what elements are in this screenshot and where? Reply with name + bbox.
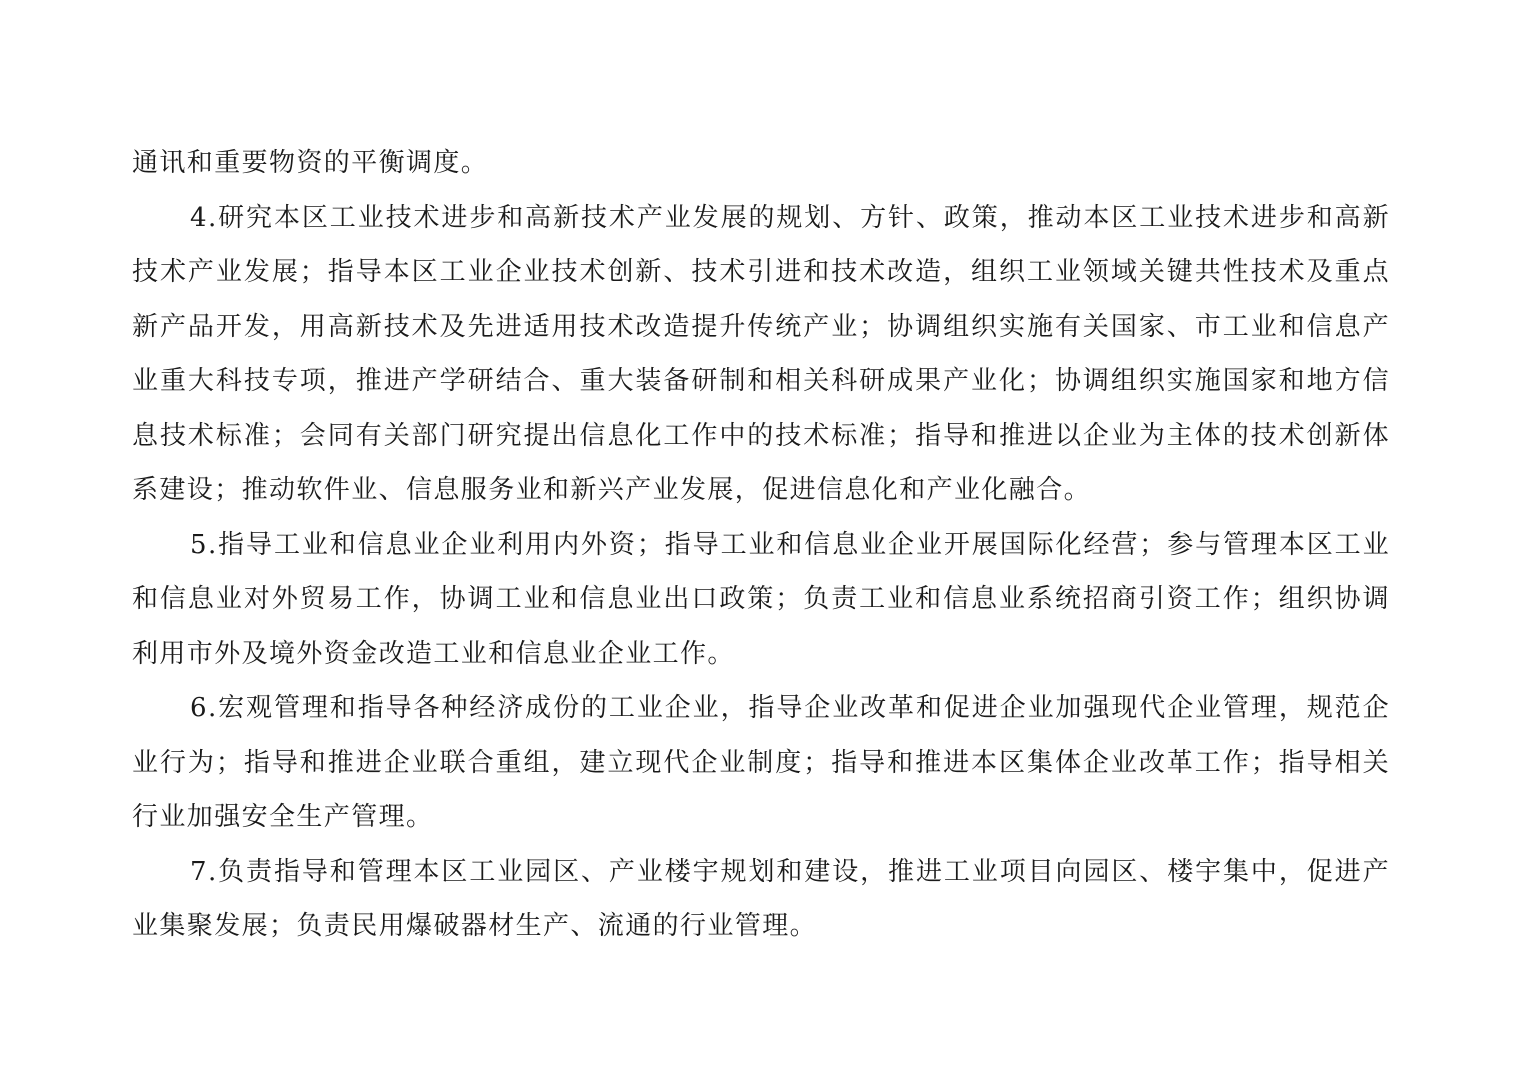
paragraph-continuation: 通讯和重要物资的平衡调度。 [132, 148, 489, 178]
paragraph-item-5: 5.指导工业和信息业企业利用内外资；指导工业和信息业企业开展国际化经营；参与管理本区工业和信息业对外贸易工作，协调工业和信息业出口政策；负责工业和信息业系统招商引资工作；组织协调利用市外及境外资金改造工业和信息业企业工作。 [132, 529, 1390, 669]
paragraph-item-7: 7.负责指导和管理本区工业园区、产业楼宇规划和建设，推进工业项目向园区、楼宇集中，促进产业集聚发展；负责民用爆破器材生产、流通的行业管理。 [132, 856, 1390, 941]
body-text [132, 136, 1390, 954]
paragraph-item-6: 6.宏观管理和指导各种经济成份的工业企业，指导企业改革和促进企业加强现代企业管理，规范企业行为；指导和推进企业联合重组，建立现代企业制度；指导和推进本区集体企业改革工作；指导相关行业加强安全生产管理。 [132, 693, 1390, 832]
paragraph-item-4: 4.研究本区工业技术进步和高新技术产业发展的规划、方针、政策，推动本区工业技术进步和高新技术产业发展；指导本区工业企业技术创新、技术引进和技术改造，组织工业领域关键共性技术及重点新产品开发，用高新技术及先进适用技术改造提升传统产业；协调组织实施有关国家、市工业和信息产业重大科技专项，推进产学研结合、重大装备研制和相关科研成果产业化；协调组织实施国家和地方信息技术标准；会同有关部门研究提出信息化工作中的技术标准；指导和推进以企业为主体的技术创新体系建设；推动软件业、信息服务业和新兴产业发展，促进信息化和产业化融合。 [132, 202, 1390, 505]
